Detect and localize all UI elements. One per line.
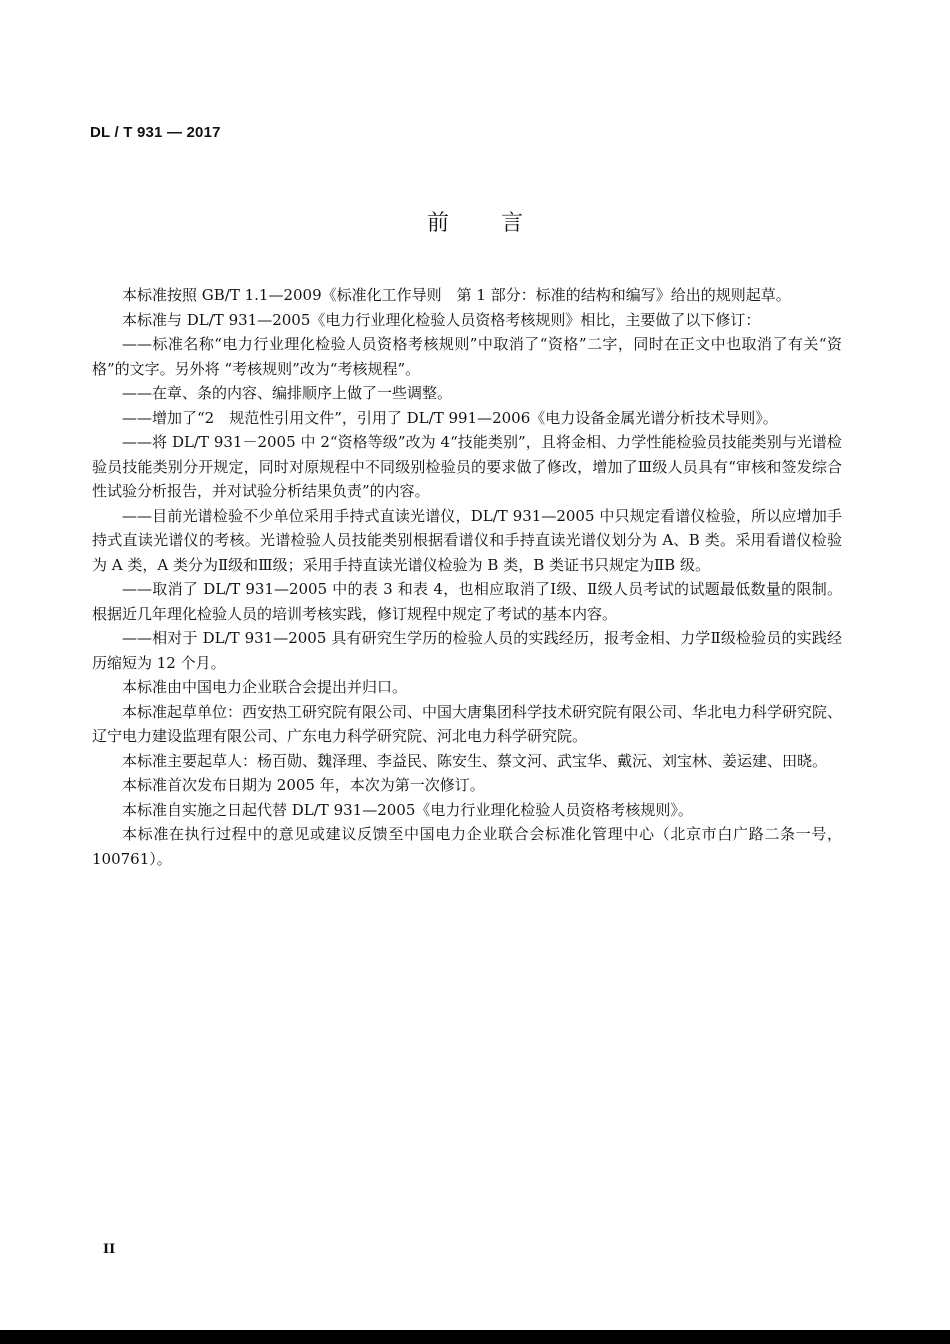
paragraph: 本标准自实施之日起代替 DL/T 931—2005《电力行业理化检验人员资格考核规则》。 bbox=[122, 800, 693, 819]
paragraph: 本标准由中国电力企业联合会提出并归口。 bbox=[122, 678, 408, 696]
paragraph: ——将 DL/T 931－2005 中 2“资格等级”改为 4“技能类别”，且将金相、力学性能检验员技能类别与光谱检验员技能类别分开规定，同时对原规程中不同级别检验员的要求做了修改，增加了Ⅲ级人员具有“审核和签发综合性试验分析报告，并对试验分析结果负责”的内容。 bbox=[92, 433, 842, 500]
paragraph: ——目前光谱检验不少单位采用手持式直读光谱仪，DL/T 931—2005 中只规定看谱仪检验，所以应增加手持式直读光谱仪的考核。光谱检验人员技能类别根据看谱仪和手持直读光谱仪划分为 A、B 类。采用看谱仪检验为 A 类，A 类分为Ⅱ级和Ⅲ级；采用手持直读光谱仪检验为 B 类，B 类证书只规定为ⅡB 级。 bbox=[92, 506, 842, 574]
paragraph: ——增加了“2 规范性引用文件”，引用了 DL/T 991—2006《电力设备金属光谱分析技术导则》。 bbox=[122, 408, 778, 427]
foreword-body bbox=[92, 283, 842, 871]
paragraph: ——标准名称“电力行业理化检验人员资格考核规则”中取消了“资格”二字，同时在正文中也取消了有关“资格”的文字。另外将 “考核规则”改为“考核规程”。 bbox=[92, 335, 842, 378]
page-number: II bbox=[103, 1242, 116, 1257]
paragraph: ——在章、条的内容、编排顺序上做了一些调整。 bbox=[122, 384, 453, 402]
paragraph: 本标准起草单位：西安热工研究院有限公司、中国大唐集团科学技术研究院有限公司、华北电力科学研究院、辽宁电力建设监理有限公司、广东电力科学研究院、河北电力科学研究院。 bbox=[92, 702, 843, 745]
paragraph: ——取消了 DL/T 931—2005 中的表 3 和表 4，也相应取消了Ⅰ级、Ⅱ级人员考试的试题最低数量的限制。根据近几年理化检验人员的培训考核实践，修订规程中规定了考试的基本内容。 bbox=[92, 580, 842, 623]
section-title: 前言 bbox=[426, 211, 575, 236]
paragraph: ——相对于 DL/T 931—2005 具有研究生学历的检验人员的实践经历，报考金相、力学Ⅱ级检验员的实践经历缩短为 12 个月。 bbox=[92, 629, 842, 672]
paragraph: 本标准首次发布日期为 2005 年，本次为第一次修订。 bbox=[122, 776, 485, 794]
paragraph: 本标准在执行过程中的意见或建议反馈至中国电力企业联合会标准化管理中心（北京市白广路二条一号，100761）。 bbox=[92, 825, 842, 868]
document-code: DL / T 931 — 2017 bbox=[90, 124, 221, 141]
paragraph: 本标准按照 GB/T 1.1—2009《标准化工作导则 第 1 部分：标准的结构和编写》给出的规则起草。 bbox=[122, 286, 791, 304]
bottom-edge-bar bbox=[0, 1330, 950, 1344]
paragraph: 本标准主要起草人：杨百勋、魏泽理、李益民、陈安生、蔡文河、武宝华、戴沅、刘宝林、姜运建、田晓。 bbox=[122, 751, 828, 770]
paragraph: 本标准与 DL/T 931—2005《电力行业理化检验人员资格考核规则》相比，主要做了以下修订： bbox=[122, 310, 761, 329]
